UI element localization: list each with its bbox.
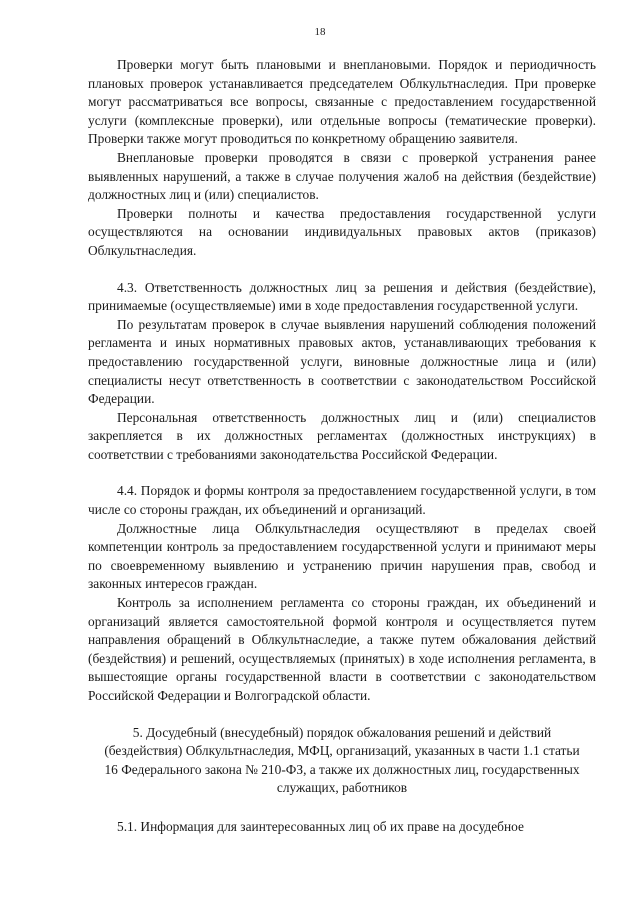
paragraph-officials-control: Должностные лица Облкультнаследия осуществляют в пределах своей компетенции контроль за предоставлением государственной услуги и принимают меры по своевременному выявлению и устранению причин нарушения прав, свобод и законных интересов граждан. (88, 520, 596, 592)
paragraph-liability: По результатам проверок в случае выявления нарушений соблюдения положений регламента и иных нормативных правовых актов, устанавливающих требования к предоставлению государственной услуги, виновные должностные лица и (или) специалисты несут ответственность в соответствии с законодательством Российской Федерации. (88, 316, 596, 407)
paragraph-citizen-control: Контроль за исполнением регламента со стороны граждан, их объединений и организаций является самостоятельной формой контроля и осуществляется путем направления обращений в Облкультнаследие, а также путем обжалования действий (бездействия) и решений, осуществляемых (принятых) в ходе исполнения регламента, в вышестоящие органы государственной власти в соответствии с законодательством Российской Федерации и Волгоградской области. (88, 595, 596, 703)
section-heading-4-4: 4.4. Порядок и формы контроля за предоставлением государственной услуги, в том числе со стороны граждан, их объединений и организаций. (88, 483, 596, 518)
paragraph-personal-responsibility: Персональная ответственность должностных лиц и (или) специалистов закрепляется в их должностных регламентах (должностных инструкциях) в соответствии с требованиями законодательства Российской Федерации. (88, 409, 596, 462)
section-heading-5-1: 5.1. Информация для заинтересованных лиц об их праве на досудебное (117, 818, 524, 834)
page-number: 18 (314, 26, 326, 38)
section-heading-4-3: 4.3. Ответственность должностных лиц за решения и действия (бездействие), принимаемые (осуществляемые) ими в ходе предоставления государственной услуги. (88, 279, 596, 314)
paragraph-inspection-basis: Проверки полноты и качества предоставления государственной услуги осуществляются на основании индивидуальных правовых актов (приказов) Облкультнаследия. (88, 205, 596, 258)
chapter-title-5: 5. Досудебный (внесудебный) порядок обжалования решений и действий (бездействия) Облкультнаследия, МФЦ, организаций, указанных в части 1.1 статьи 16 Федерального закона № 210-ФЗ, а также их должностных лиц, государственных служащих, работников (104, 724, 580, 796)
paragraph-inspection-types: Проверки могут быть плановыми и внеплановыми. Порядок и периодичность плановых проверок устанавливается председателем Облкультнаследия. При проверке могут рассматриваться все вопросы, связанные с предоставлением государственной услуги (комплексные проверки), или отдельные вопросы (тематические проверки). Проверки также могут проводиться по конкретному обращению заявителя. (88, 57, 596, 147)
document-body (88, 56, 596, 837)
paragraph-unscheduled-inspections: Внеплановые проверки проводятся в связи с проверкой устранения ранее выявленных нарушений, а также в случае получения жалоб на действия (бездействие) должностных лиц и (или) специалистов. (88, 149, 596, 203)
